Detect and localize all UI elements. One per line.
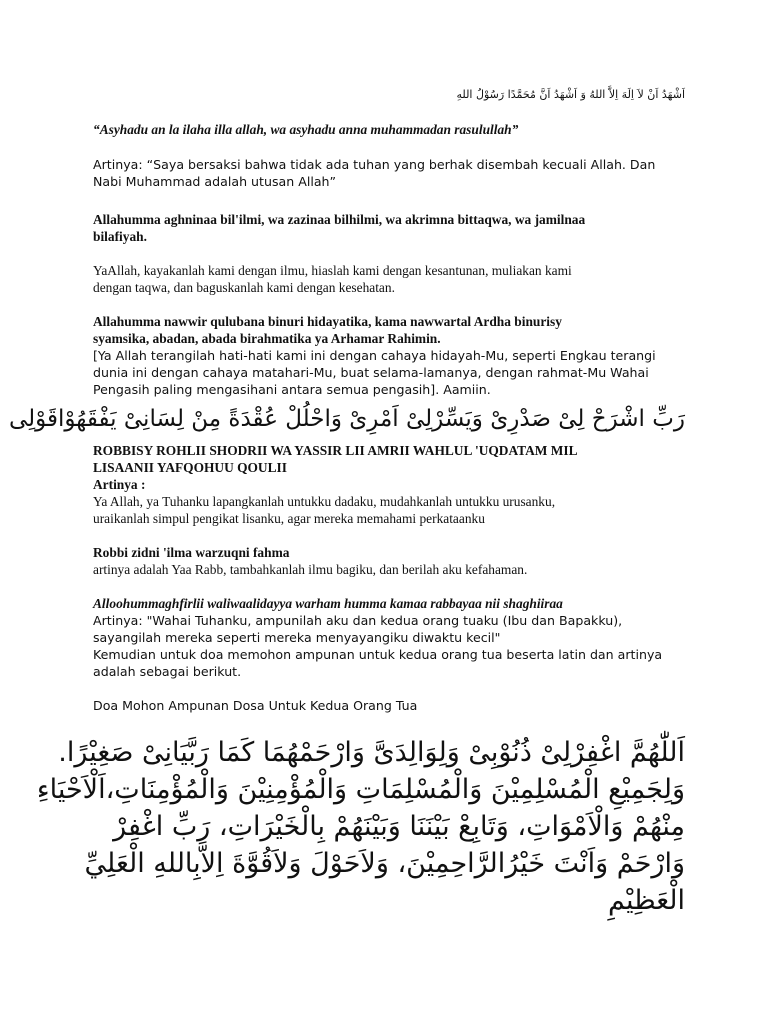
doa-ampunan-arabic-line4: وَارْحَمْ وَاَنْتَ خَيْرُالرَّاحِمِيْنَ، وَلاَحَوْلَ وَلاَقُوَّةَ اِلاَّبِاللهِ الْعَلِيِّ	[84, 848, 685, 879]
doa-dada-translation-line1: Ya Allah, ya Tuhanku lapangkanlah untukku dadaku, mudahkanlah untukku urusanku,	[93, 494, 556, 509]
doa-orangtua-latin: Alloohummaghfirlii waliwaalidayya warham humma kamaa rabbayaa nii shaghiiraa	[93, 596, 563, 611]
shahada-translation-line1: Artinya: “Saya bersaksi bahwa tidak ada tuhan yang berhak disembah kecuali Allah. Dan	[93, 157, 656, 172]
doa-nur-latin-line2: syamsika, abadan, abada birahmatika ya Arhamar Rahimin.	[93, 331, 441, 346]
doa-dada-latin-line2: LISAANII YAFQOHUU QOULII	[93, 460, 287, 475]
doa-nur-latin-line1: Allahumma nawwir qulubana binuri hidayatika, kama nawwartal Ardha binurisy	[93, 314, 562, 329]
doa-dada-arabic: رَبِّ اشْرَحْ لِىْ صَدْرِىْ وَيَسِّرْلِىْ اَمْرِىْ وَاحْلُلْ عُقْدَةً مِنْ لِسَانِىْ يَفْقَهُوْاقَوْلِى	[8, 406, 685, 432]
shahada-translation	[93, 156, 685, 190]
doa-nur-translation-line2: dunia ini dengan cahaya matahari-Mu, buat selama-lamanya, dengan rahmat-Mu Wahai	[93, 365, 649, 380]
doa-dada-latin-line1: ROBBISY ROHLII SHODRII WA YASSIR LII AMRII WAHLUL 'UQDATAM MIL	[93, 443, 578, 458]
doa-ilmu-translation-line1: YaAllah, kayakanlah kami dengan ilmu, hiaslah kami dengan kesantunan, muliakan kami	[93, 263, 572, 278]
doa-ampunan-arabic	[36, 734, 685, 919]
doa-ilmu-translation	[93, 262, 685, 296]
document-page	[8, 80, 685, 919]
doa-ilmu-translation-line2: dengan taqwa, dan baguskanlah kami dengan kesehatan.	[93, 280, 395, 295]
doa-dada-artinya-label: Artinya :	[93, 477, 146, 492]
doa-dada-translation-line2: uraikanlah simpul pengikat lisanku, agar mereka memahami perkataanku	[93, 511, 485, 526]
shahada-arabic: اَشْهَدُ اَنْ لاَ اِلَهَ اِلاَّ اللهُ وَ اَشْهَدُ اَنَّ مُحَمَّدًا رَسُوْلُ اللهِ	[456, 88, 685, 101]
doa-orangtua-translation	[93, 612, 685, 680]
doa-dada-latin	[93, 442, 685, 476]
doa-ampunan-arabic-line5: الْعَظِيْمِ	[607, 885, 685, 916]
doa-ampunan-heading: Doa Mohon Ampunan Dosa Untuk Kedua Orang Tua	[93, 698, 418, 713]
doa-ampunan-arabic-line2: وَلِجَمِيْعِ الْمُسْلِمِيْنَ وَالْمُسْلِمَاتِ وَالْمُؤْمِنِيْنَ وَالْمُؤْمِنَاتِ،اَلْاَحْيَاءِ	[36, 774, 685, 805]
shahada-translation-line2: Nabi Muhammad adalah utusan Allah”	[93, 174, 337, 189]
doa-nur-translation-line1: [Ya Allah terangilah hati-hati kami ini dengan cahaya hidayah-Mu, seperti Engkau terangi	[93, 348, 656, 363]
doa-zidni-translation: artinya adalah Yaa Rabb, tambahkanlah ilmu bagiku, dan berilah aku kefahaman.	[93, 562, 528, 577]
doa-zidni-latin: Robbi zidni 'ilma warzuqni fahma	[93, 545, 290, 560]
doa-ilmu-latin-line2: bilafiyah.	[93, 229, 147, 244]
doa-dada-translation	[93, 493, 685, 527]
doa-orangtua-note-line2: adalah sebagai berikut.	[93, 664, 242, 679]
doa-ampunan-arabic-line3: مِنْهُمْ وَالْاَمْوَاتِ، وَتَابِعْ بَيْنَنَا وَبَيْنَهُمْ بِالْخَيْرَاتِ، رَبِّ اغْفِرْ	[113, 811, 685, 842]
doa-ilmu-latin-line1: Allahumma aghninaa bil'ilmi, wa zazinaa bilhilmi, wa akrimna bittaqwa, wa jamilnaa	[93, 212, 586, 227]
doa-ilmu-latin	[93, 211, 685, 245]
doa-nur-translation-line3: Pengasih paling mengasihani antara semua pengasih]. Aamiin.	[93, 382, 491, 397]
doa-ampunan-arabic-line1: اَللّٰهُمَّ اغْفِرْلِىْ ذُنُوْبِىْ وَلِوَالِدَىَّ وَارْحَمْهُمَا كَمَا رَبَّيَانِىْ صَغِيْرًا.	[58, 737, 685, 768]
doa-orangtua-translation-line2: sayangilah mereka seperti mereka menyayangiku diwaktu kecil"	[93, 630, 501, 645]
doa-orangtua-note-line1: Kemudian untuk doa memohon ampunan untuk kedua orang tua beserta latin dan artinya	[93, 647, 663, 662]
doa-nur-translation	[93, 347, 685, 398]
doa-nur-latin	[93, 313, 685, 347]
shahada-latin: “Asyhadu an la ilaha illa allah, wa asyhadu anna muhammadan rasulullah”	[93, 122, 519, 137]
doa-orangtua-translation-line1: Artinya: "Wahai Tuhanku, ampunilah aku dan kedua orang tuaku (Ibu dan Bapakku),	[93, 613, 623, 628]
